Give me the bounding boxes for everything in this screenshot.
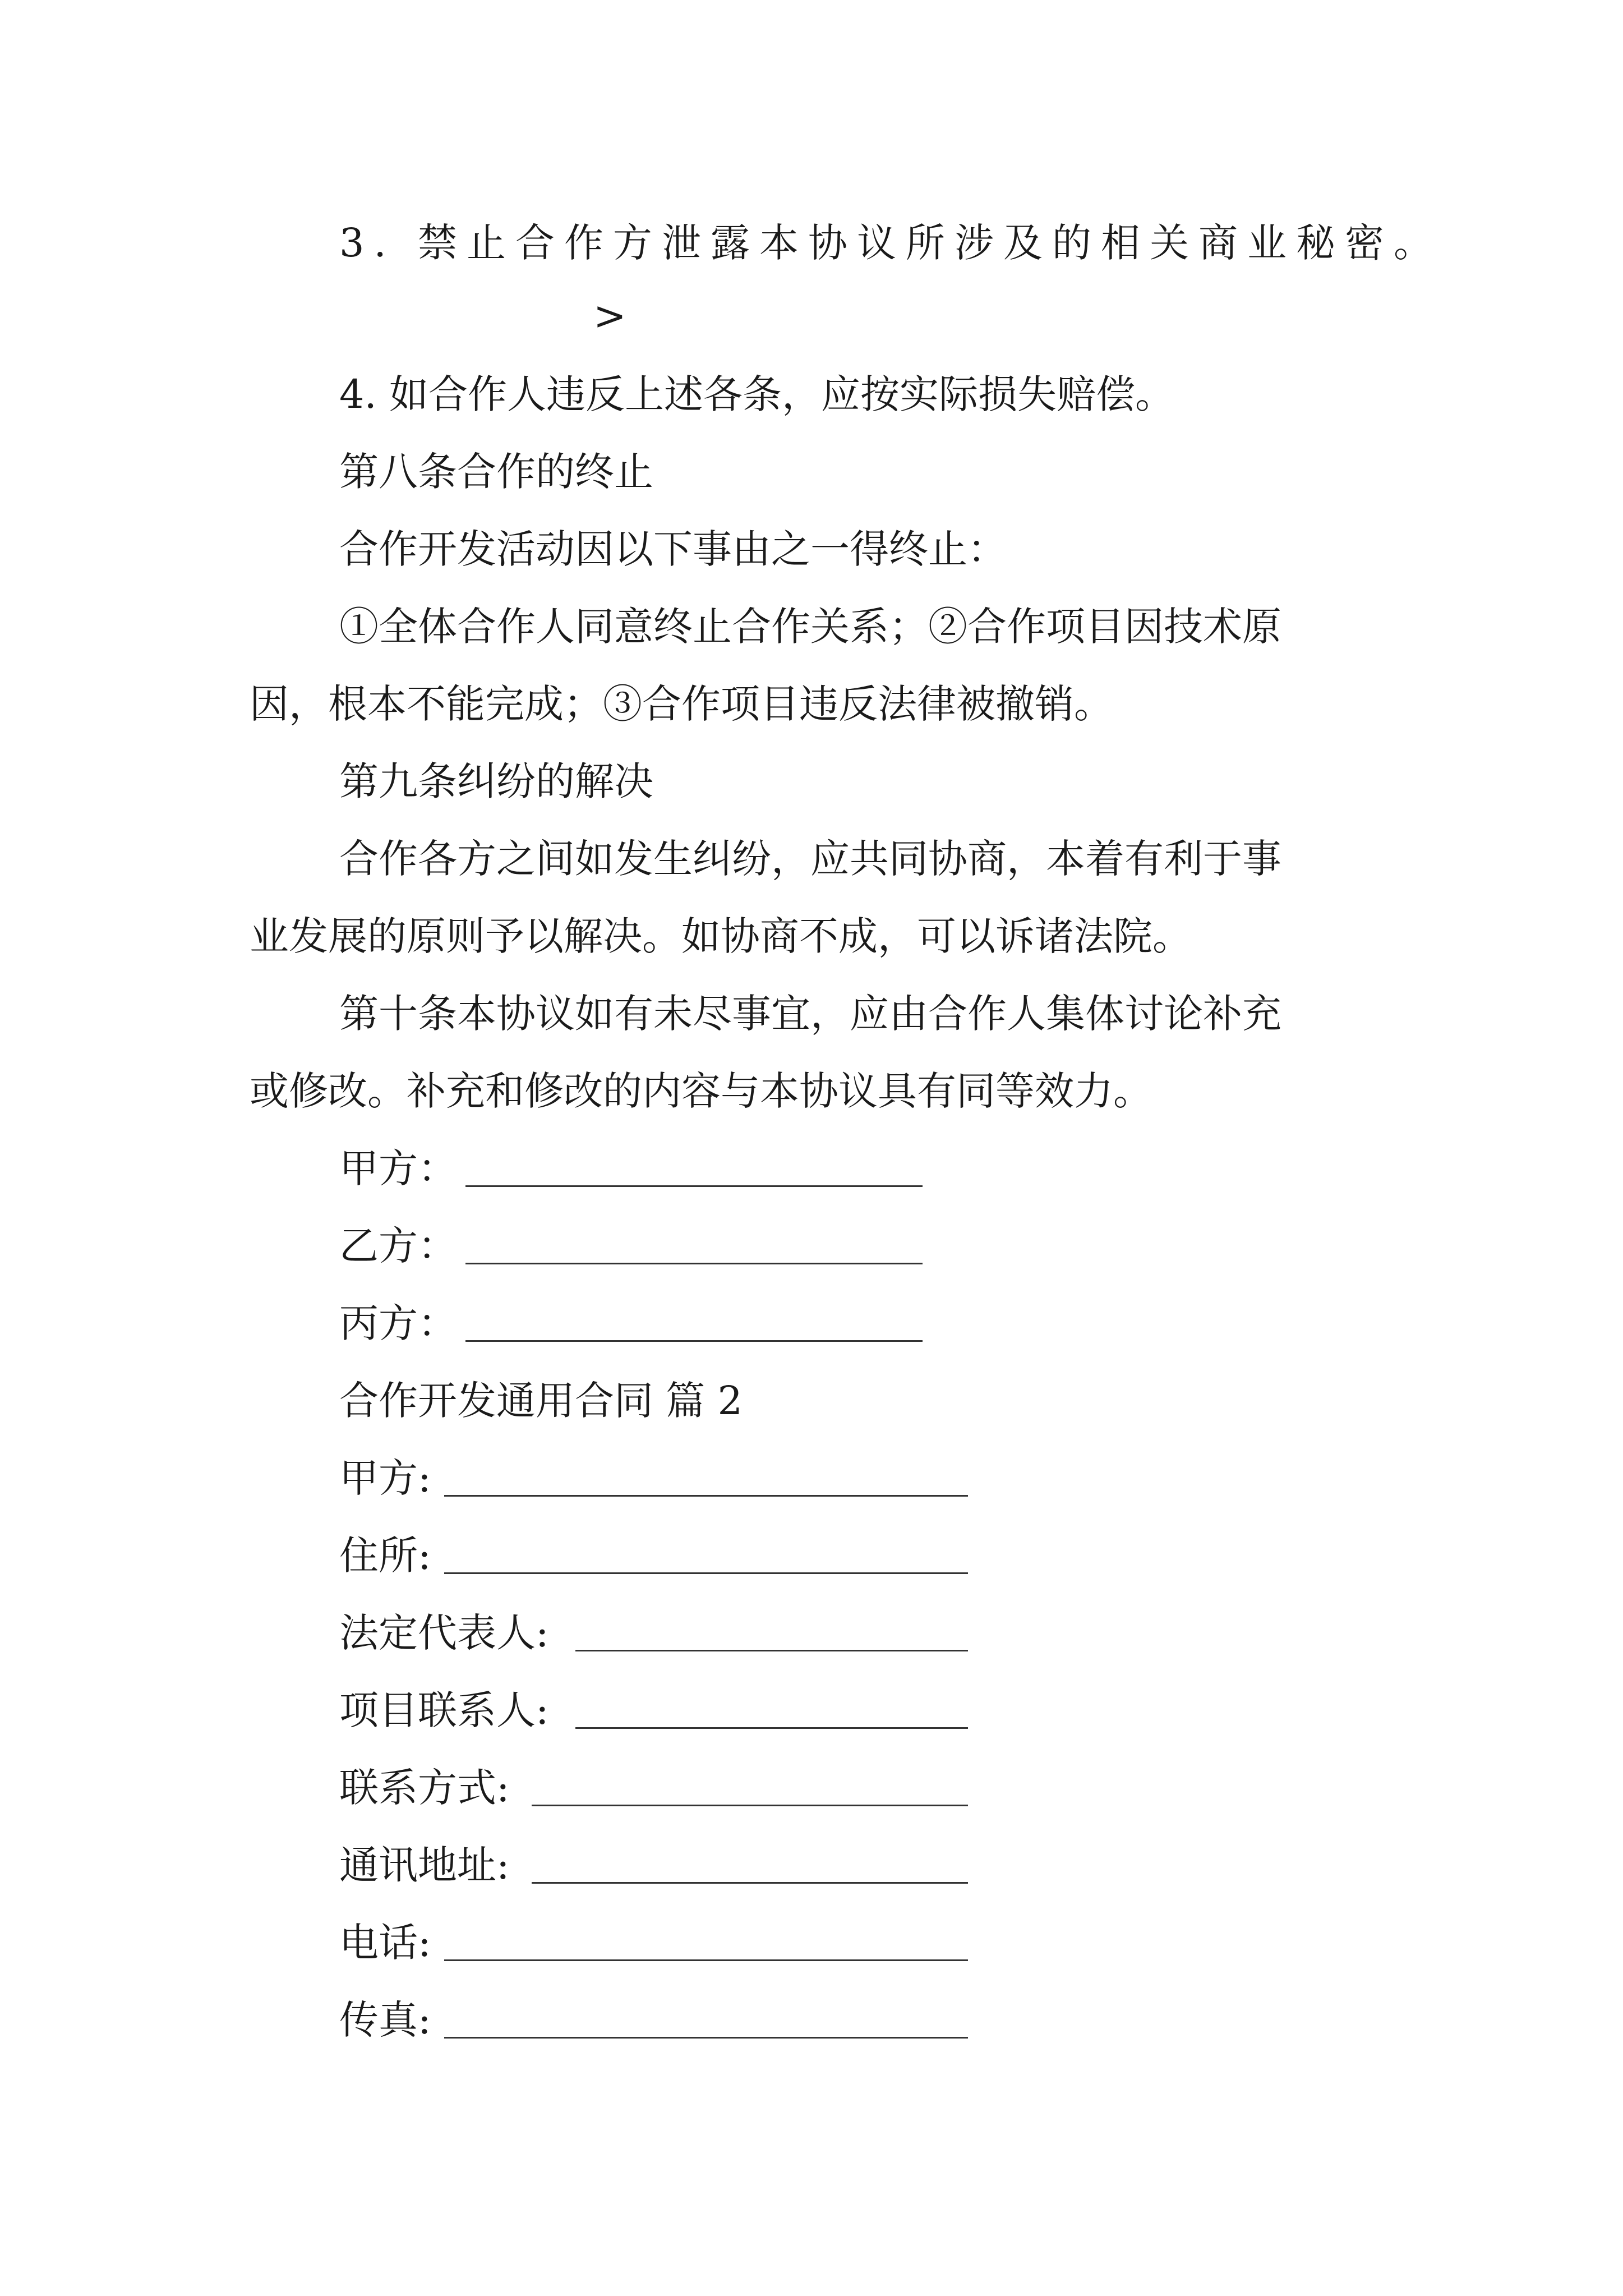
field-label-fax: 传真: bbox=[339, 1997, 431, 2043]
article-8-reasons-line-2: 因，根本不能完成；③合作项目违反法律被撤销。 bbox=[250, 681, 1113, 727]
signature-line-party-a bbox=[465, 1185, 923, 1187]
section-2-title: 合作开发通用合同 篇 2 bbox=[339, 1378, 743, 1424]
article-8-intro: 合作开发活动因以下事由之一得终止： bbox=[339, 526, 1007, 572]
field-label-legal-rep: 法定代表人: bbox=[339, 1610, 549, 1656]
signature-label-party-a: 甲方： bbox=[339, 1145, 457, 1191]
clause-item-4: 4. 如合作人违反上述各条，应按实际损失赔偿。 bbox=[339, 371, 1175, 417]
signature-label-party-b: 乙方： bbox=[339, 1223, 457, 1269]
field-line-address bbox=[444, 1572, 968, 1574]
field-line-phone bbox=[444, 1959, 968, 1961]
signature-label-party-c: 丙方： bbox=[339, 1300, 457, 1346]
article-10-line-1: 第十条本协议如有未尽事宜，应由合作人集体讨论补充 bbox=[339, 991, 1281, 1037]
article-8-title: 第八条合作的终止 bbox=[339, 449, 653, 495]
article-9-body-line-2: 业发展的原则予以解决。如协商不成，可以诉诸法院。 bbox=[250, 913, 1192, 959]
field-label-phone: 电话: bbox=[339, 1920, 431, 1966]
article-10-line-2: 或修改。补充和修改的内容与本协议具有同等效力。 bbox=[250, 1068, 1152, 1114]
field-label-mailing-address: 通讯地址: bbox=[339, 1842, 510, 1888]
field-label-project-contact: 项目联系人: bbox=[339, 1687, 549, 1733]
field-line-project-contact bbox=[575, 1727, 968, 1729]
field-line-mailing-address bbox=[532, 1882, 968, 1884]
field-line-legal-rep bbox=[575, 1650, 968, 1651]
field-line-party-a bbox=[444, 1495, 968, 1497]
article-9-body-line-1: 合作各方之间如发生纠纷，应共同协商，本着有利于事 bbox=[339, 836, 1281, 882]
article-8-reasons-line-1: ①全体合作人同意终止合作关系；②合作项目因技术原 bbox=[339, 604, 1281, 650]
field-label-contact-method: 联系方式: bbox=[339, 1765, 510, 1811]
field-line-contact-method bbox=[532, 1805, 968, 1806]
clause-item-3: 3. 禁止合作方泄露本协议所涉及的相关商业秘密。 bbox=[339, 220, 1443, 266]
article-9-title: 第九条纠纷的解决 bbox=[339, 758, 653, 804]
field-line-fax bbox=[444, 2037, 968, 2039]
chevron-right-icon: > bbox=[593, 293, 626, 339]
field-label-party-a: 甲方: bbox=[339, 1455, 431, 1501]
signature-line-party-b bbox=[465, 1263, 923, 1264]
signature-line-party-c bbox=[465, 1340, 923, 1342]
field-label-address: 住所: bbox=[339, 1533, 431, 1579]
